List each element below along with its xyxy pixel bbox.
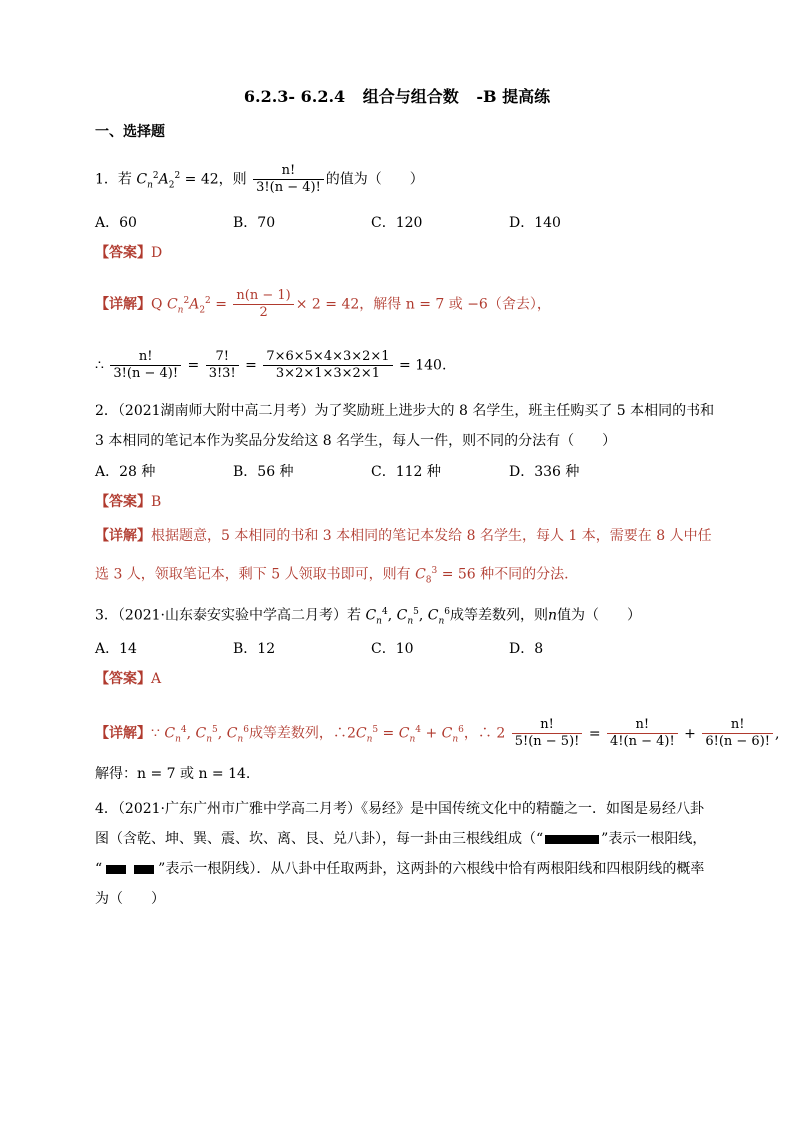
q2-detail-line2: 选 3 人，领取笔记本，剩下 5 人领取书即可，则有 $C_8^3 = 56$ 种不同的分法. [95, 566, 569, 586]
q3-stem: 3．（2021·山东泰安实验中学高二月考）若 $C_n^4$, $C_n^5$, $C_n^6$成等差数列，则n值为（ ） [95, 607, 642, 627]
section-heading: 一、选择题 [95, 124, 165, 140]
q2-detail-line1: 【详解】根据题意，5 本相同的书和 3 本相同的笔记本发给 8 名学生，每人 1 本，需要在 8 人中任 [95, 528, 712, 544]
q3-answer: 【答案】A [95, 671, 162, 687]
q1-fraction: $\frac{n!}{3!(n - 4)!}$ [253, 163, 324, 196]
title-name: 组合与组合数 [362, 87, 459, 106]
q2-stem-line2: 3 本相同的笔记本作为奖品分发给这 8 名学生，每人一件，则不同的分法有（ ） [95, 433, 617, 449]
q1-detail-line2: ∴ $\frac{n!}{3!(n - 4)!}$ = $\frac{7!}{3!3!}$ = $\frac{7\times 6\times 5\times 4\times 3\times 2\times 1}{3\times 2\times 1\times 3\times 2\times 1}$ = 140. [95, 349, 447, 381]
q2-choice-b: B．56 种 [233, 464, 294, 480]
q1-choice-d: D．140 [509, 215, 561, 231]
yin-line-right-icon [134, 865, 154, 874]
q2-choice-a: A．28 种 [95, 464, 156, 480]
q4-stem-line2: 图（含乾、坤、巽、震、坎、离、艮、兑八卦），每一卦由三根线组成（“ ”表示一根阳线， [95, 831, 707, 847]
title-code: 6.2.3- 6.2.4 [243, 87, 346, 106]
title-suffix: -B 提高练 [476, 87, 551, 106]
q3-choice-a: A．14 [95, 641, 137, 657]
page-title [0, 84, 794, 107]
q1-answer: 【答案】D [95, 245, 163, 261]
q3-choice-d: D．8 [509, 641, 544, 657]
q3-choice-c: C．10 [371, 641, 414, 657]
yang-line-icon [545, 835, 599, 844]
q1-choice-a: A．60 [95, 215, 137, 231]
q3-choice-b: B．12 [233, 641, 276, 657]
q2-choice-d: D．336 种 [509, 464, 580, 480]
q1-detail: 【详解】Q $C_n^2A_2^2$ = $\frac{n(n - 1)}{2}$ × 2 = 42，解得 n = 7 或 −6（舍去）， [95, 288, 551, 320]
q4-stem-line3: “ ”表示一根阴线）．从八卦中任取两卦，这两卦的六根线中恰有两根阳线和四根阴线的概率 [95, 861, 705, 877]
q3-solve: 解得：n = 7 或 n = 14. [95, 766, 251, 782]
q4-stem-line1: 4．（2021·广东广州市广雅中学高二月考）《易经》是中国传统文化中的精髓之一．如图是易经八卦 [95, 801, 704, 817]
q3-detail: 【详解】∵ $C_n^4$, $C_n^5$, $C_n^6$成等差数列，$\therefore 2C_n^5 = C_n^4 + C_n^6$，∴ 2 $\frac{n!}{5!(n - 5)!}$ = $\frac{n!}{4!(n - 4)!}$ + $\frac{n!}{6!(n - 6)!}$ , [95, 717, 780, 749]
q4-stem-line4: 为（ ） [95, 891, 165, 907]
q1-choice-c: C．120 [371, 215, 423, 231]
q2-stem-line1: 2．（2021湖南师大附中高二月考）为了奖励班上进步大的 8 名学生，班主任购买了 5 本相同的书和 [95, 403, 715, 419]
yin-line-left-icon [106, 865, 126, 874]
q2-answer: 【答案】B [95, 494, 162, 510]
q1-stem: 1．若 $C_n^2A_2^2 = 42$，则 $\frac{n!}{3!(n - 4)!}$ 的值为（ ） [95, 163, 424, 195]
q2-choice-c: C．112 种 [371, 464, 441, 480]
q1-choice-b: B．70 [233, 215, 276, 231]
